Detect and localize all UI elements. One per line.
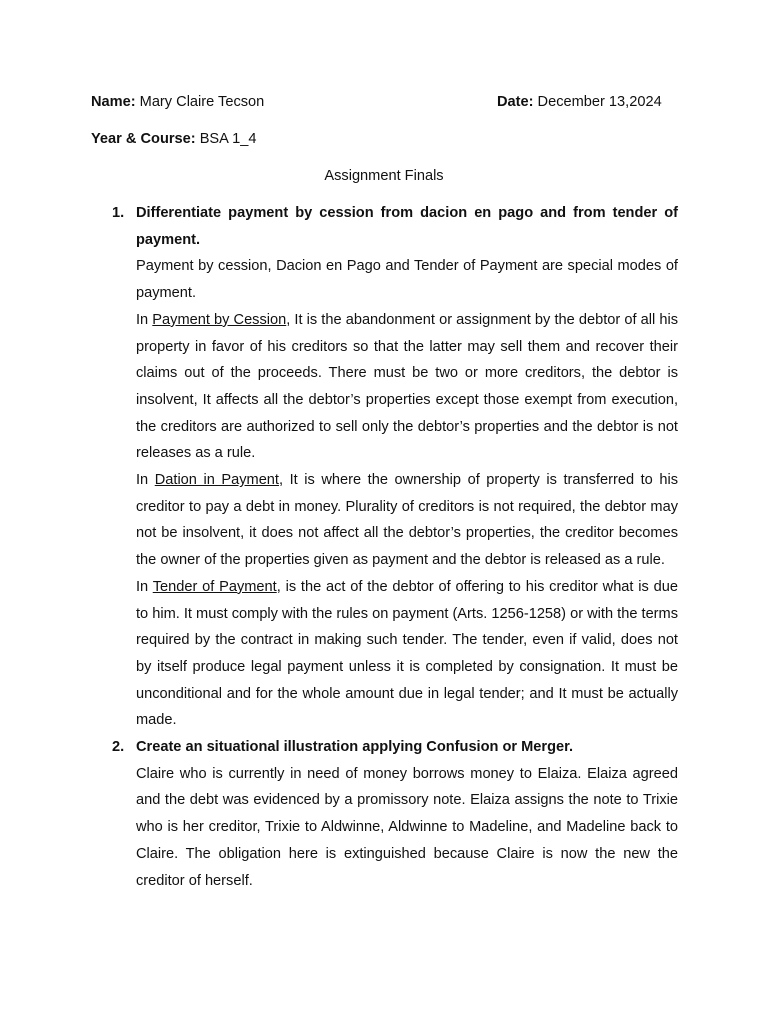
term-payment-by-cession: Payment by Cession [152, 311, 287, 328]
term-dation-in-payment: Dation in Payment [154, 472, 279, 489]
question-list [112, 200, 678, 894]
paragraph-prefix: In [136, 578, 153, 595]
question-text: Create an situational illustration applying Confusion or Merger. [136, 739, 574, 756]
answer-cession [136, 307, 678, 467]
date-label: Date: [497, 94, 534, 110]
answer-tender [136, 574, 678, 734]
question-item-1 [112, 200, 678, 734]
course-label: Year & Course: [91, 131, 196, 147]
paragraph-prefix: In [136, 311, 153, 328]
name-value: Mary Claire Tecson [135, 94, 265, 110]
answer-dation [136, 467, 678, 574]
date-value: December 13,2024 [533, 94, 662, 110]
answer-text: Claire who is currently in need of money borrows money to Elaiza. Elaiza agreed and the debt was evidenced by a promissory note. Elaiza assigns the note to Trixie who is her creditor, Trixie to Aldwinne, Aldwinne to Madeline, and Madeline back to Claire. The obligation here is extinguished because Claire is now the new the creditor of herself. [136, 765, 678, 889]
cession-text: , It is the abandonment or assignment by the debtor of all his property in favor of his creditors so that the latter may sell them and recover their claims out of the proceeds. There must be two or more creditors, the debtor is insolvent, It affects all the debtor’s properties except those exempt from execution, the creditors are authorized to sell only the debtor’s properties and the debtor is not releases as a rule. [136, 311, 678, 462]
dation-text: , It is where the ownership of property is transferred to his creditor to pay a debt in money. Plurality of creditors is not required, the debtor may not be insolvent, it does not affect all the debtor’s properties, the creditor becomes the owner of the properties given as payment and the debtor is released as a rule. [136, 472, 678, 569]
question-number: 1. [112, 205, 125, 221]
tender-text: , is the act of the debtor of offering to his creditor what is due to him. It must comply with the rules on payment (Arts. 1256-1258) or with the terms required by the contract in making such tender. The tender, even if valid, does not by itself produce legal payment unless it is completed by consignation. It must be unconditional and for the whole amount due in legal tender; and It must be actually made. [136, 578, 678, 729]
course-row [91, 130, 257, 148]
course-value: BSA 1_4 [195, 131, 257, 147]
question-text: Differentiate payment by cession from dacion en pago and from tender of payment. [136, 205, 678, 248]
answer-intro: Payment by cession, Dacion en Pago and Tender of Payment are special modes of payment. [136, 258, 678, 302]
name-row [91, 93, 264, 111]
date-row [497, 93, 662, 111]
question-number: 2. [112, 739, 125, 756]
page-title: Assignment Finals [324, 168, 444, 184]
paragraph-prefix: In [136, 472, 155, 489]
question-item-2 [112, 734, 678, 894]
term-tender-of-payment: Tender of Payment [152, 578, 277, 595]
name-label: Name: [91, 94, 136, 110]
